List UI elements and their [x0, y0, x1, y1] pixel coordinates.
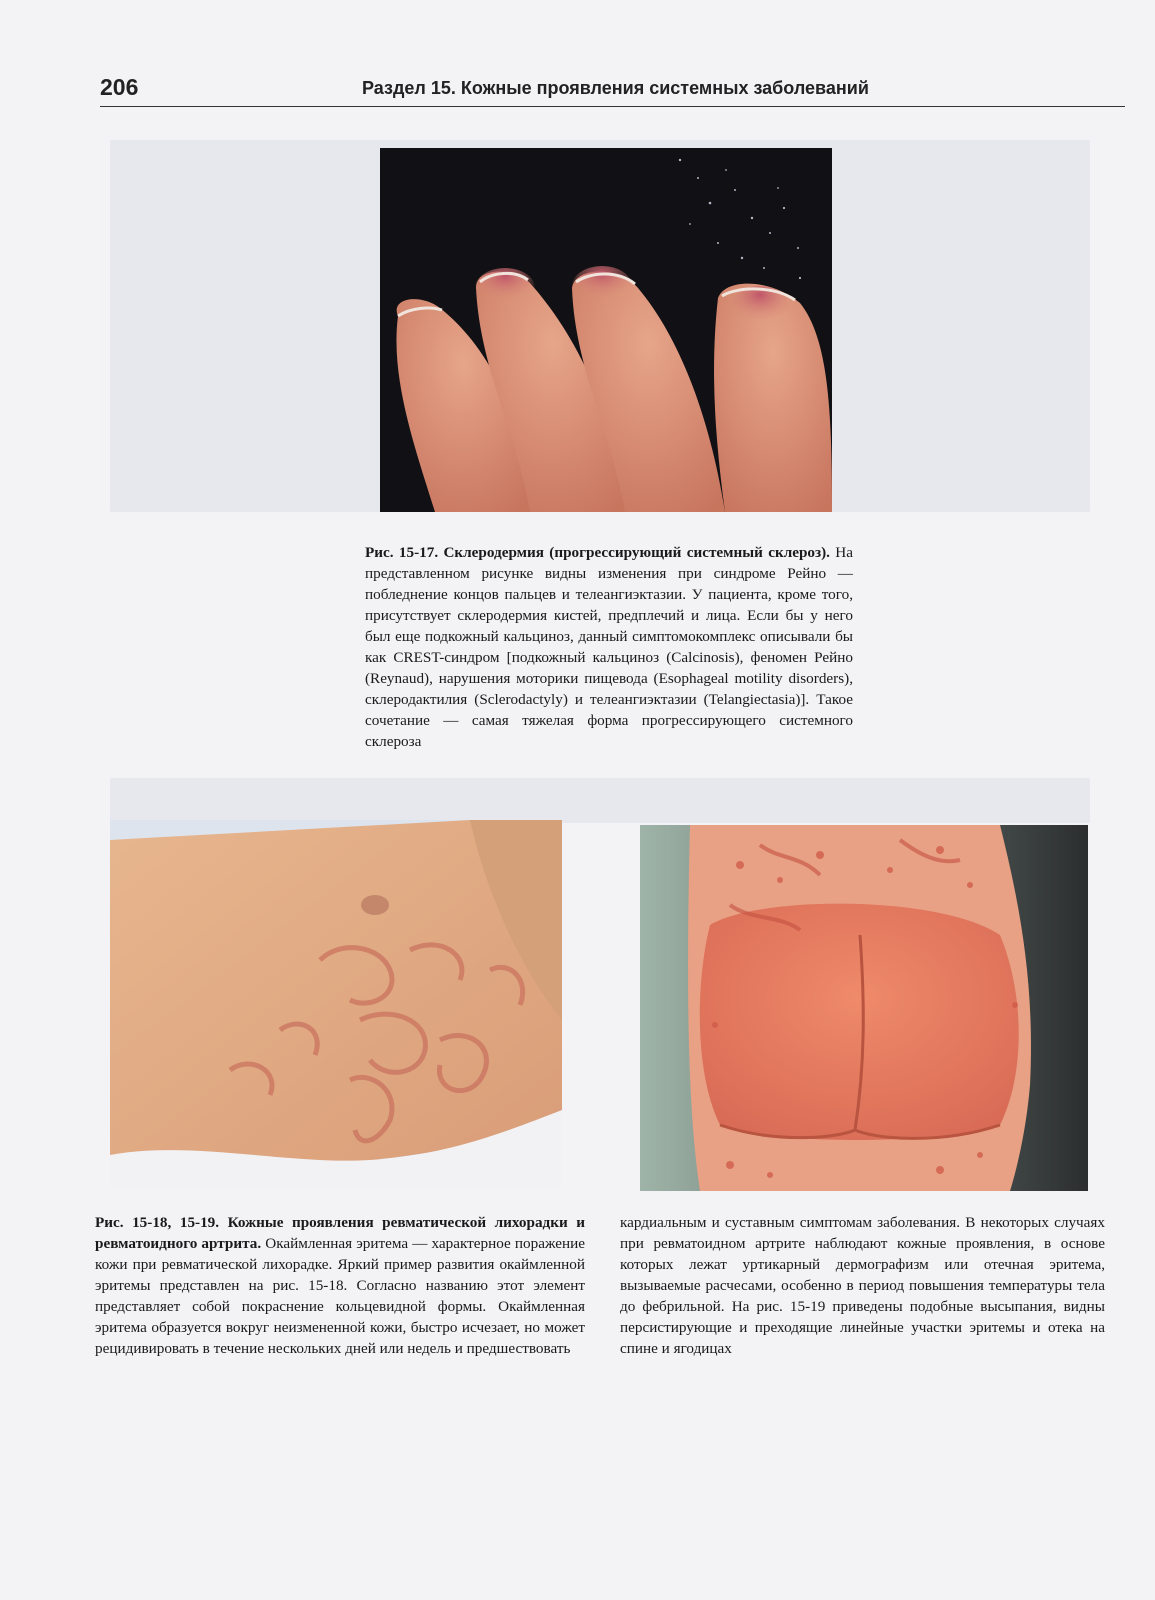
figure-15-17-caption: [365, 542, 853, 752]
show-through-middle: [110, 778, 1090, 823]
figure-15-17-caption-body: На представленном рисунке видны изменения при синдроме Рейно — побледнение концов пальцев и телеангиэктазии. У пациента, кроме того, присутствует склеродермия кистей, предплечий и лица. Если бы у него был еще подкожный кальциноз, данный симптомокомплекс описывали бы как CREST-синдром [подкожный кальциноз (Calcinosis), феномен Рейно (Reynaud), нарушения моторики пищевода (Esophageal motility disorders), склеродактилия (Sclerodactyly) и телеангиэктазии (Telangiectasia)]. Такое сочетание — самая тяжелая форма прогрессирующего системного склероза: [365, 544, 853, 750]
figure-15-17-photo: [380, 148, 832, 512]
figure-15-18-19-caption-right: [620, 1212, 1105, 1359]
chest-rash-illustration: [110, 820, 562, 1188]
page-number: 206: [100, 74, 139, 100]
figure-15-19-photo: [640, 825, 1088, 1191]
page-header: [100, 70, 1125, 107]
figure-15-18-19-caption-lead: Рис. 15-18, 15-19. Кожные проявления ревматической лихорадки и ревматоидного артрита.: [95, 1214, 585, 1252]
figure-15-18-19-caption-body-right: кардиальным и суставным симптомам заболевания. В некоторых случаях при ревматоидном артрите наблюдают кожные проявления, в основе которых лежат уртикарный дермографизм или отечная эритема, вызываемые расчесами, особенно в период повышения температуры тела до фебрильной. На рис. 15-19 приведены подобные высыпания, видны персистирующие и преходящие линейные участки эритемы и отека на спине и ягодицах: [620, 1214, 1105, 1357]
figure-15-18-19-caption-left: [95, 1212, 585, 1359]
back-rash-illustration: [640, 825, 1088, 1191]
section-title: Раздел 15. Кожные проявления системных заболеваний: [362, 78, 869, 98]
fingers-illustration: [380, 148, 832, 512]
figure-15-18-19-caption-body-left: Окаймленная эритема — характерное поражение кожи при ревматической лихорадке. Яркий пример развития окаймленной эритемы представлен на рис. 15-18. Согласно названию этот элемент представляет собой покраснение кольцевидной формы. Окаймленная эритема образуется вокруг неизмененной кожи, быстро исчезает, но может рецидивировать в течение нескольких дней или недель и предшествовать: [95, 1235, 585, 1357]
figure-15-17-caption-lead: Рис. 15-17. Склеродермия (прогрессирующий системный склероз).: [365, 544, 830, 561]
figure-15-18-photo: [110, 820, 562, 1188]
